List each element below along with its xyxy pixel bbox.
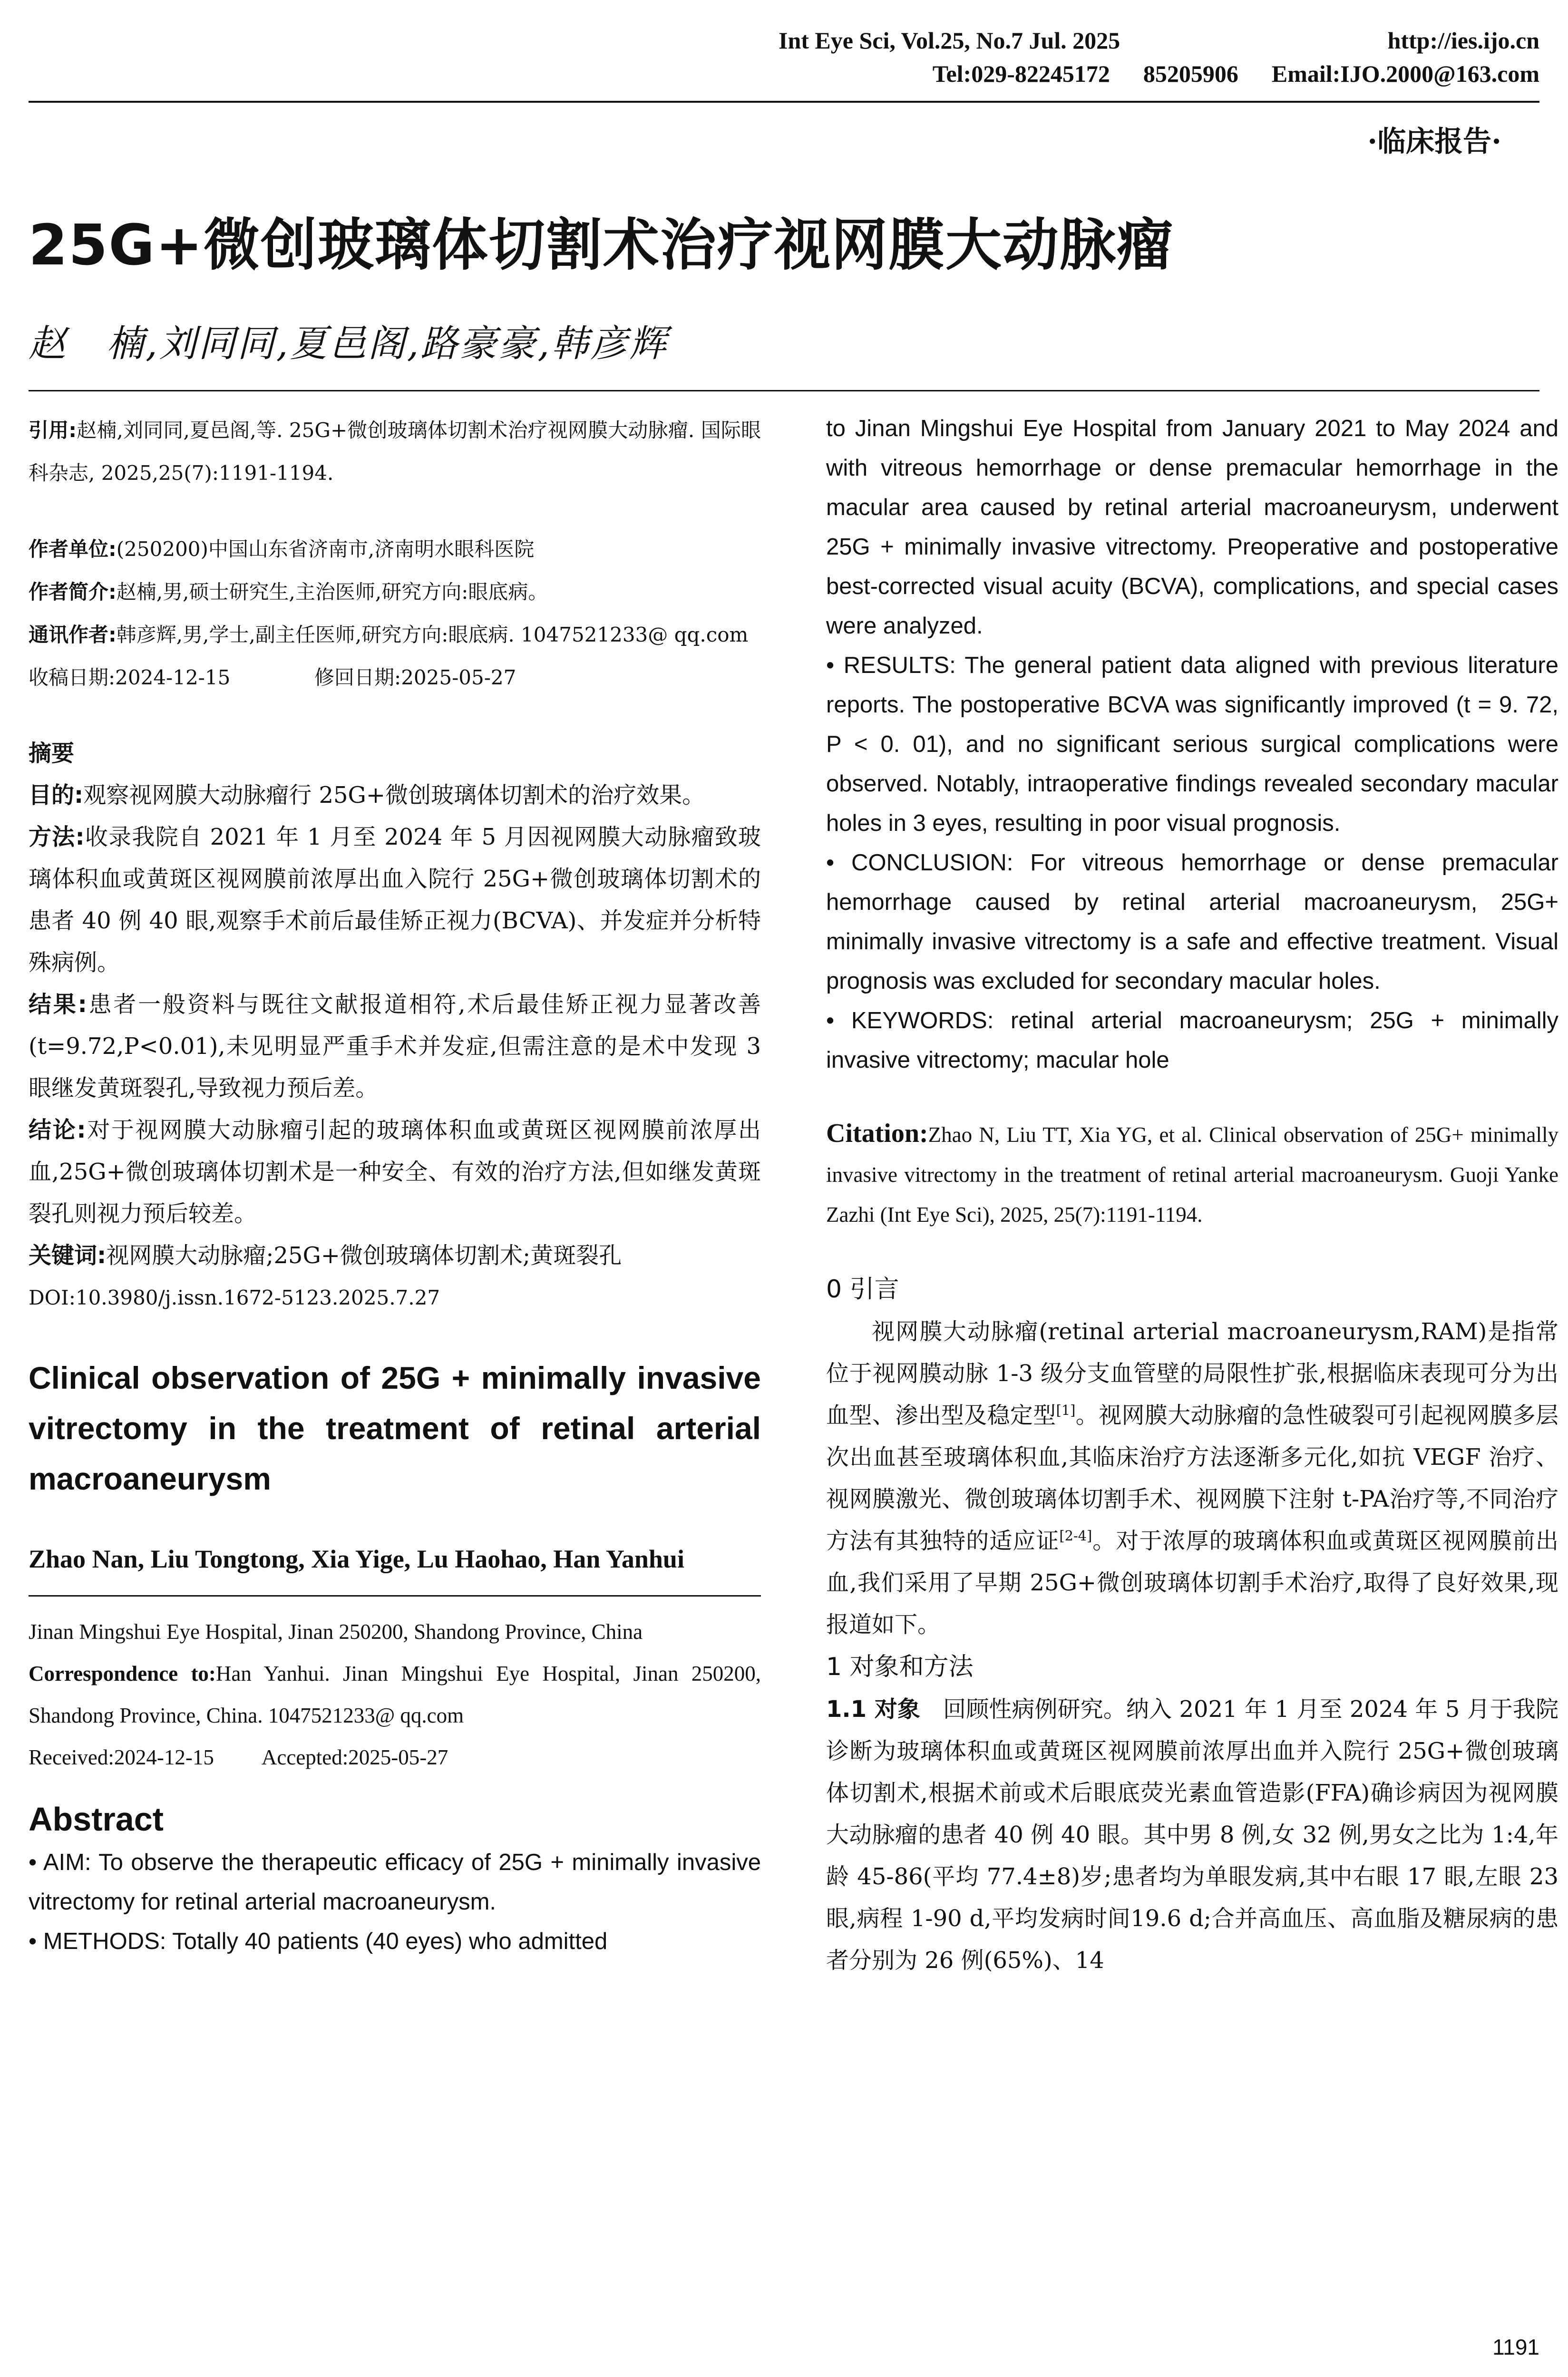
article-title: 25G+微创玻璃体切割术治疗视网膜大动脉瘤 (29, 212, 1174, 278)
keywords-zh (29, 1235, 761, 1276)
abstract-heading-en: Abstract (29, 1801, 164, 1838)
intro-text-1: 视网膜大动脉瘤(retinal arterial macroaneurysm,RAM)是指常位于视网膜动脉 1-3 级分支血管壁的局限性扩张,根据临床表现可分为出血型、渗出型及稳定型 (826, 1318, 1558, 1429)
citation-en (826, 1113, 1558, 1235)
methods-zh (29, 816, 761, 984)
citation-label: 引用: (29, 419, 77, 442)
page-number: 1191 (1492, 2335, 1539, 2359)
abstract-heading-zh: 摘要 (29, 740, 75, 767)
section-1-1 (826, 1688, 1558, 1981)
section-1-heading: 1 对象和方法 (826, 1653, 974, 1681)
citation-en-label: Citation: (826, 1119, 928, 1148)
bio-label: 作者简介: (29, 580, 117, 604)
keywords-label: 关键词: (29, 1242, 107, 1269)
journal-url[interactable]: http://ies.ijo.cn (1387, 27, 1539, 54)
doi[interactable]: DOI:10.3980/j.issn.1672-5123.2025.7.27 (29, 1286, 440, 1309)
results-zh (29, 984, 761, 1109)
header-row-2 (779, 57, 1539, 90)
affiliation-text: (250200)中国山东省济南市,济南明水眼科医院 (116, 537, 535, 561)
received-date: 2024-12-15 (115, 666, 231, 689)
author-list: 赵 楠,刘同同,夏邑阁,路豪豪,韩彦辉 (29, 322, 669, 365)
intro-text-2: 。视网膜大动脉瘤的急性破裂可引起视网膜多层次出血甚至玻璃体积血,其临床治疗方法逐渐多元化,如抗 VEGF 治疗、视网膜激光、微创玻璃体切割手术、视网膜下注射 t-PA治疗等,不同治疗方法有其独特的适应证 (826, 1402, 1558, 1554)
english-affiliation: Jinan Mingshui Eye Hospital, Jinan 250200, Shandong Province, China (29, 1620, 643, 1644)
en-corr-text: Han Yanhui. Jinan Mingshui Eye Hospital, Jinan 250200, Shandong Province, China. 1047521233@ qq.com (29, 1662, 761, 1727)
en-corr-label: Correspondence to: (29, 1662, 216, 1685)
journal-tel-2: 85205906 (1143, 60, 1238, 87)
aim-text: 观察视网膜大动脉瘤行 25G+微创玻璃体切割术的治疗效果。 (83, 782, 705, 809)
citation-en-text: Zhao N, Liu TT, Xia YG, et al. Clinical observation of 25G+ minimally invasive vitrectomy in the treatment of retinal arterial macroaneurysm. Guoji Yanke Zazhi (Int Eye Sci), 2025, 25(7):1191-1194. (826, 1123, 1558, 1227)
aim-en: • AIM: To observe the therapeutic efficacy of 25G + minimally invasive vitrectomy for retinal arterial macroaneurysm. (29, 1850, 761, 1915)
author-bio (29, 571, 761, 614)
methods-text: 收录我院自 2021 年 1 月至 2024 年 5 月因视网膜大动脉瘤致玻璃体积血或黄斑区视网膜前浓厚出血入院行 25G+微创玻璃体切割术的患者 40 例 40 眼,观察手术前后最佳矫正视力(BCVA)、并发症并分析特殊病例。 (29, 824, 761, 976)
keywords-en: • KEYWORDS: retinal arterial macroaneurysm; 25G + minimally invasive vitrectomy; macular hole (826, 1008, 1558, 1073)
journal-email[interactable]: Email:IJO.2000@163.com (1271, 60, 1539, 87)
keywords-text: 视网膜大动脉瘤;25G+微创玻璃体切割术;黄斑裂孔 (106, 1242, 622, 1269)
right-column (826, 409, 1558, 2292)
corresponding-author (29, 614, 761, 656)
bio-text: 赵楠,男,硕士研究生,主治医师,研究方向:眼底病。 (116, 580, 548, 604)
citation-zh (29, 409, 761, 495)
english-title: Clinical observation of 25G + minimally invasive vitrectomy in the treatment of retinal arterial macroaneurysm (29, 1360, 761, 1496)
left-column (29, 409, 761, 2340)
methods-label: 方法: (29, 824, 85, 850)
results-label: 结果: (29, 991, 87, 1018)
methods-en-cont: to Jinan Mingshui Eye Hospital from January 2021 to May 2024 and with vitreous hemorrhage or dense premacular hemorrhage in the macular area caused by retinal arterial macroaneurysm, underwent 25G + minimally invasive vitrectomy. Preoperative and postoperative best-corrected visual acuity (BCVA), complications, and special cases were analyzed. (826, 416, 1558, 639)
intro-paragraph (826, 1311, 1558, 1646)
journal-tel: Tel:029-82245172 (932, 60, 1110, 87)
section-tag: ·临床报告· (1367, 125, 1501, 158)
journal-issue: Int Eye Sci, Vol.25, No.7 Jul. 2025 (779, 27, 1120, 54)
english-authors: Zhao Nan, Liu Tongtong, Xia Yige, Lu Haohao, Han Yanhui (29, 1545, 684, 1573)
results-en: • RESULTS: The general patient data aligned with previous literature reports. The postoperative BCVA was significantly improved (t = 9. 72, P < 0. 01), and no significant serious surgical complications were observed. Notably, intraoperative findings revealed secondary macular holes in 3 eyes, resulting in poor visual prognosis. (826, 653, 1558, 836)
revised-date: 2025-05-27 (401, 666, 516, 689)
en-received: Received:2024-12-15 (29, 1745, 214, 1769)
english-dates (29, 1736, 761, 1778)
aim-zh (29, 774, 761, 816)
en-accepted: Accepted:2025-05-27 (261, 1745, 448, 1769)
intro-text-3: 。对于浓厚的玻璃体积血或黄斑区视网膜前出血,我们采用了早期 25G+微创玻璃体切割手术治疗,取得了良好效果,现报道如下。 (826, 1528, 1558, 1638)
english-correspondence (29, 1653, 761, 1736)
intro-heading: 0 引言 (826, 1275, 899, 1304)
revised-label: 修回日期: (314, 666, 401, 689)
ref-1[interactable]: [1] (1056, 1402, 1076, 1418)
corr-text: 韩彦辉,男,学士,副主任医师,研究方向:眼底病. 1047521233@ qq.com (116, 623, 749, 646)
aim-label: 目的: (29, 782, 84, 809)
section-1-1-text: 回顾性病例研究。纳入 2021 年 1 月至 2024 年 5 月于我院诊断为玻璃体积血或黄斑区视网膜前浓厚出血并入院行 25G+微创玻璃体切割术,根据术前或术后眼底荧光素血管造影(FFA)确诊病因为视网膜大动脉瘤的患者 40 例 40 眼。其中男 8 例,女 32 例,男女之比为 1:4,年龄 45-86(平均 77.4±8)岁;患者均为单眼发病,其中右眼 17 眼,左眼 23 眼,病程 1-90 d,平均发病时间19.6 d;合并高血压、高血脂及糖尿病的患者分别为 26 例(65%)、14 (826, 1696, 1558, 1974)
affiliation-label: 作者单位: (29, 537, 117, 561)
header-row-1 (779, 24, 1539, 57)
conclusion-en: • CONCLUSION: For vitreous hemorrhage or dense premacular hemorrhage caused by retinal arterial macroaneurysm, 25G+ minimally invasive vitrectomy is a safe and effective treatment. Visual prognosis was excluded for secondary macular holes. (826, 850, 1558, 994)
citation-text: 赵楠,刘同同,夏邑阁,等. 25G+微创玻璃体切割术治疗视网膜大动脉瘤. 国际眼科杂志, 2025,25(7):1191-1194. (29, 419, 761, 485)
header-rule (29, 101, 1539, 103)
methods-en-start: • METHODS: Totally 40 patients (40 eyes) who admitted (29, 1929, 608, 1954)
dates-zh (29, 656, 761, 699)
running-header (779, 24, 1539, 90)
section-1-1-label: 1.1 对象 (826, 1696, 921, 1723)
conclusion-zh (29, 1109, 761, 1235)
english-author-rule (29, 1595, 761, 1597)
corr-label: 通讯作者: (29, 623, 117, 646)
ref-2-4[interactable]: [2-4] (1059, 1528, 1092, 1544)
results-text: 患者一般资料与既往文献报道相符,术后最佳矫正视力显著改善(t=9.72,P<0.01),未见明显严重手术并发症,但需注意的是术中发现 3 眼继发黄斑裂孔,导致视力预后差。 (29, 991, 761, 1101)
affiliation (29, 528, 761, 571)
conclusion-text: 对于视网膜大动脉瘤引起的玻璃体积血或黄斑区视网膜前浓厚出血,25G+微创玻璃体切割术是一种安全、有效的治疗方法,但如继发黄斑裂孔则视力预后较差。 (29, 1117, 761, 1227)
conclusion-label: 结论: (29, 1117, 86, 1143)
received-label: 收稿日期: (29, 666, 116, 689)
author-rule (29, 390, 1539, 391)
